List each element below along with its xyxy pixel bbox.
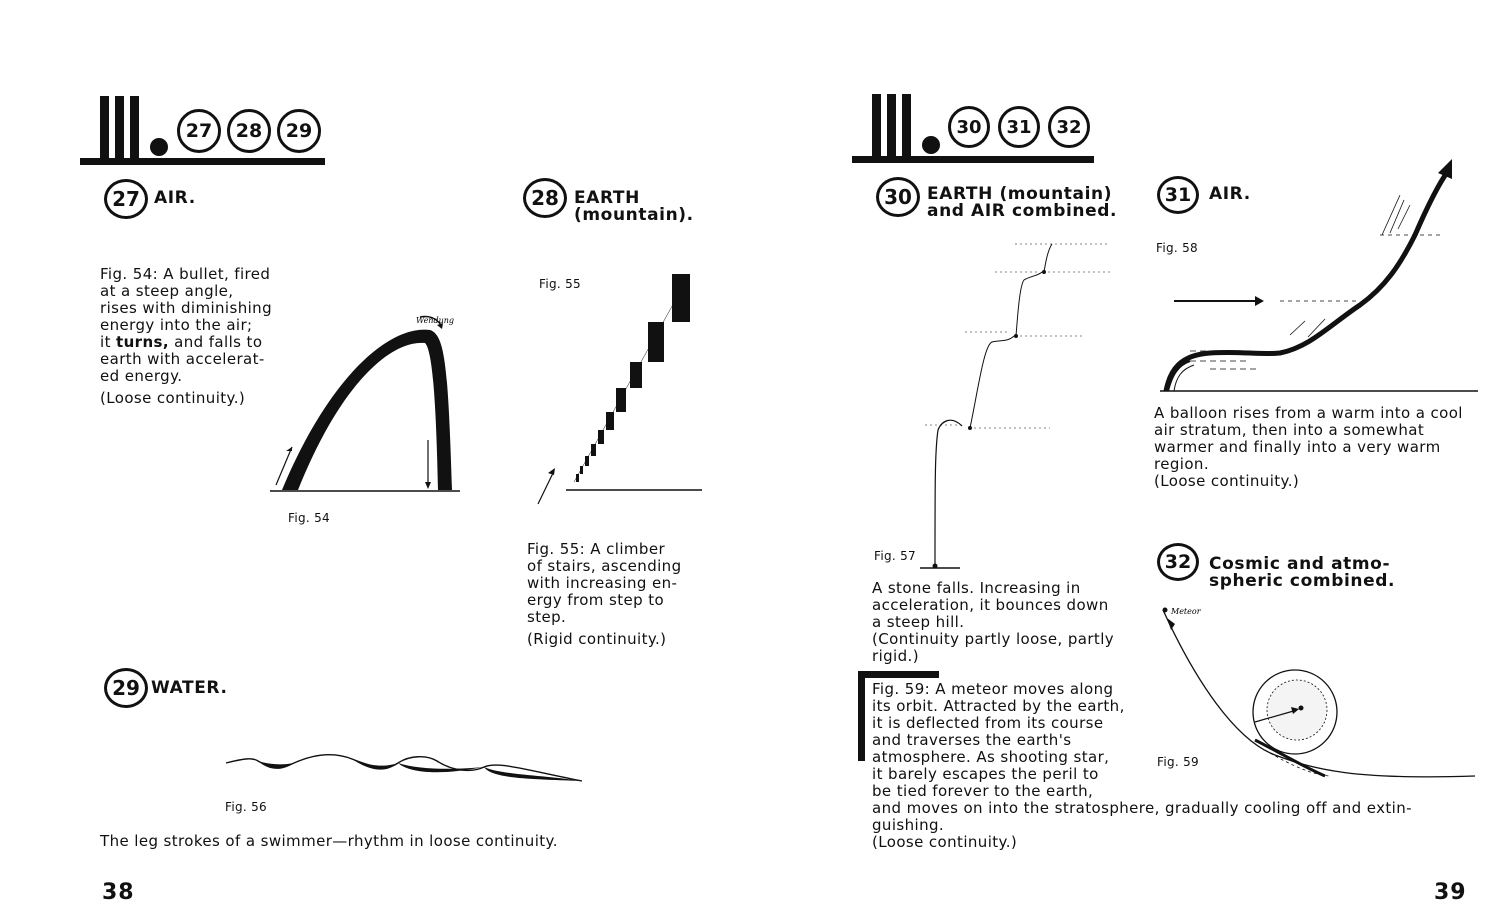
caption-line: (Loose continuity.) (872, 833, 1018, 851)
section-title-32 (1209, 556, 1395, 590)
fig55-caption (527, 541, 703, 626)
caption-fragment: it (100, 333, 117, 351)
fig55-label: Fig. 55 (539, 277, 581, 291)
fig59-caption-cont (872, 800, 1478, 851)
fig58-label: Fig. 58 (1156, 241, 1198, 255)
fig59-drawing (1155, 600, 1480, 790)
caption-line: step. (527, 608, 567, 626)
section-title-28 (574, 190, 694, 224)
fig59-label: Fig. 59 (1157, 755, 1199, 769)
badge-31: 31 (998, 106, 1040, 148)
section-marker-left (80, 96, 325, 168)
caption-line: of stairs, ascending (527, 557, 682, 575)
caption-line: rises with diminishing (100, 299, 273, 317)
caption-line: warmer and finally into a very warm (1154, 438, 1441, 456)
fig57-caption (872, 580, 1134, 665)
fig58-continuity: (Loose continuity.) (1154, 472, 1300, 490)
badge-27: 27 (177, 109, 221, 153)
caption-line: ergy from step to (527, 591, 665, 609)
fig57-label: Fig. 57 (874, 549, 916, 563)
caption-line: A stone falls. Increasing in (872, 579, 1081, 597)
title-line: EARTH (574, 188, 640, 208)
roman-bar (115, 96, 124, 158)
fig56-drawing (222, 745, 587, 785)
marker-underline (80, 158, 325, 165)
caption-line: ed energy. (100, 367, 183, 385)
caption-line: rigid.) (872, 647, 919, 665)
fig54-label: Fig. 54 (288, 511, 330, 525)
caption-line: be tied forever to the earth, (872, 782, 1094, 800)
section-marker-right (852, 94, 1094, 166)
title-line: and AIR combined. (927, 201, 1118, 221)
caption-line: region. (1154, 455, 1210, 473)
caption-line: A balloon rises from a warm into a cool (1154, 404, 1463, 422)
page-number-left: 38 (102, 880, 135, 905)
fig59-bracket (858, 671, 939, 678)
roman-bar (100, 96, 109, 158)
section-title-27: AIR. (154, 188, 196, 208)
section-title-29: WATER. (151, 678, 228, 698)
title-line: EARTH (mountain) (927, 184, 1113, 204)
roman-dot (922, 136, 940, 154)
badge-29: 29 (277, 109, 321, 153)
badge-32: 32 (1048, 106, 1090, 148)
roman-bar (130, 96, 139, 158)
caption-line: earth with accelerat- (100, 350, 265, 368)
roman-bar (872, 94, 881, 156)
title-line: Cosmic and atmo- (1209, 554, 1391, 574)
caption-line: a steep hill. (872, 613, 965, 631)
caption-line: it is deflected from its course (872, 714, 1104, 732)
fig56-caption: The leg strokes of a swimmer—rhythm in loose continuity. (100, 832, 558, 850)
caption-line: with increasing en- (527, 574, 678, 592)
fig59-bracket-vertical (858, 671, 865, 761)
fig58-drawing (1160, 155, 1480, 395)
title-line: (mountain). (574, 205, 694, 225)
fig54-caption (100, 266, 282, 385)
section-title-31: AIR. (1209, 184, 1251, 204)
fig59-note: Meteor (1171, 607, 1201, 616)
caption-line: Fig. 55: A climber (527, 540, 666, 558)
roman-dot (150, 138, 168, 156)
fig59-caption (872, 681, 1134, 800)
caption-line: Fig. 59: A meteor moves along (872, 680, 1114, 698)
section-number-30: 30 (876, 177, 920, 217)
fig54-note: Wendung (416, 316, 455, 325)
caption-line: air stratum, then into a somewhat (1154, 421, 1425, 439)
fig57-drawing (920, 230, 1120, 575)
caption-bold: turns, (116, 333, 169, 351)
fig56-label: Fig. 56 (225, 800, 267, 814)
caption-line: atmosphere. As shooting star, (872, 748, 1110, 766)
title-line: spheric combined. (1209, 571, 1396, 591)
caption-line: acceleration, it bounces down (872, 596, 1109, 614)
badge-30: 30 (948, 106, 990, 148)
section-title-30 (927, 186, 1117, 220)
badge-28: 28 (227, 109, 271, 153)
section-number-28: 28 (523, 178, 567, 218)
caption-line: its orbit. Attracted by the earth, (872, 697, 1125, 715)
fig55-continuity: (Rigid continuity.) (527, 630, 667, 648)
caption-line: energy into the air; (100, 316, 253, 334)
caption-fragment: and falls to (168, 333, 263, 351)
caption-line: guishing. (872, 816, 945, 834)
section-number-29: 29 (104, 668, 148, 708)
caption-line: (Continuity partly loose, partly (872, 630, 1115, 648)
fig55-drawing (530, 268, 705, 500)
caption-line: at a steep angle, (100, 282, 234, 300)
marker-underline (852, 156, 1094, 163)
caption-line (100, 334, 282, 351)
section-number-32: 32 (1157, 543, 1199, 581)
roman-bar (887, 94, 896, 156)
caption-line: it barely escapes the peril to (872, 765, 1099, 783)
roman-bar (902, 94, 911, 156)
caption-line: and moves on into the stratosphere, gradually cooling off and extin- (872, 799, 1412, 817)
fig58-caption (1154, 405, 1478, 473)
page-number-right: 39 (1434, 880, 1467, 905)
caption-line: Fig. 54: A bullet, fired (100, 265, 271, 283)
section-number-31: 31 (1157, 176, 1199, 214)
fig54-continuity: (Loose continuity.) (100, 389, 246, 407)
fig54-drawing (270, 305, 465, 495)
section-number-27: 27 (104, 179, 148, 219)
caption-line: and traverses the earth's (872, 731, 1072, 749)
